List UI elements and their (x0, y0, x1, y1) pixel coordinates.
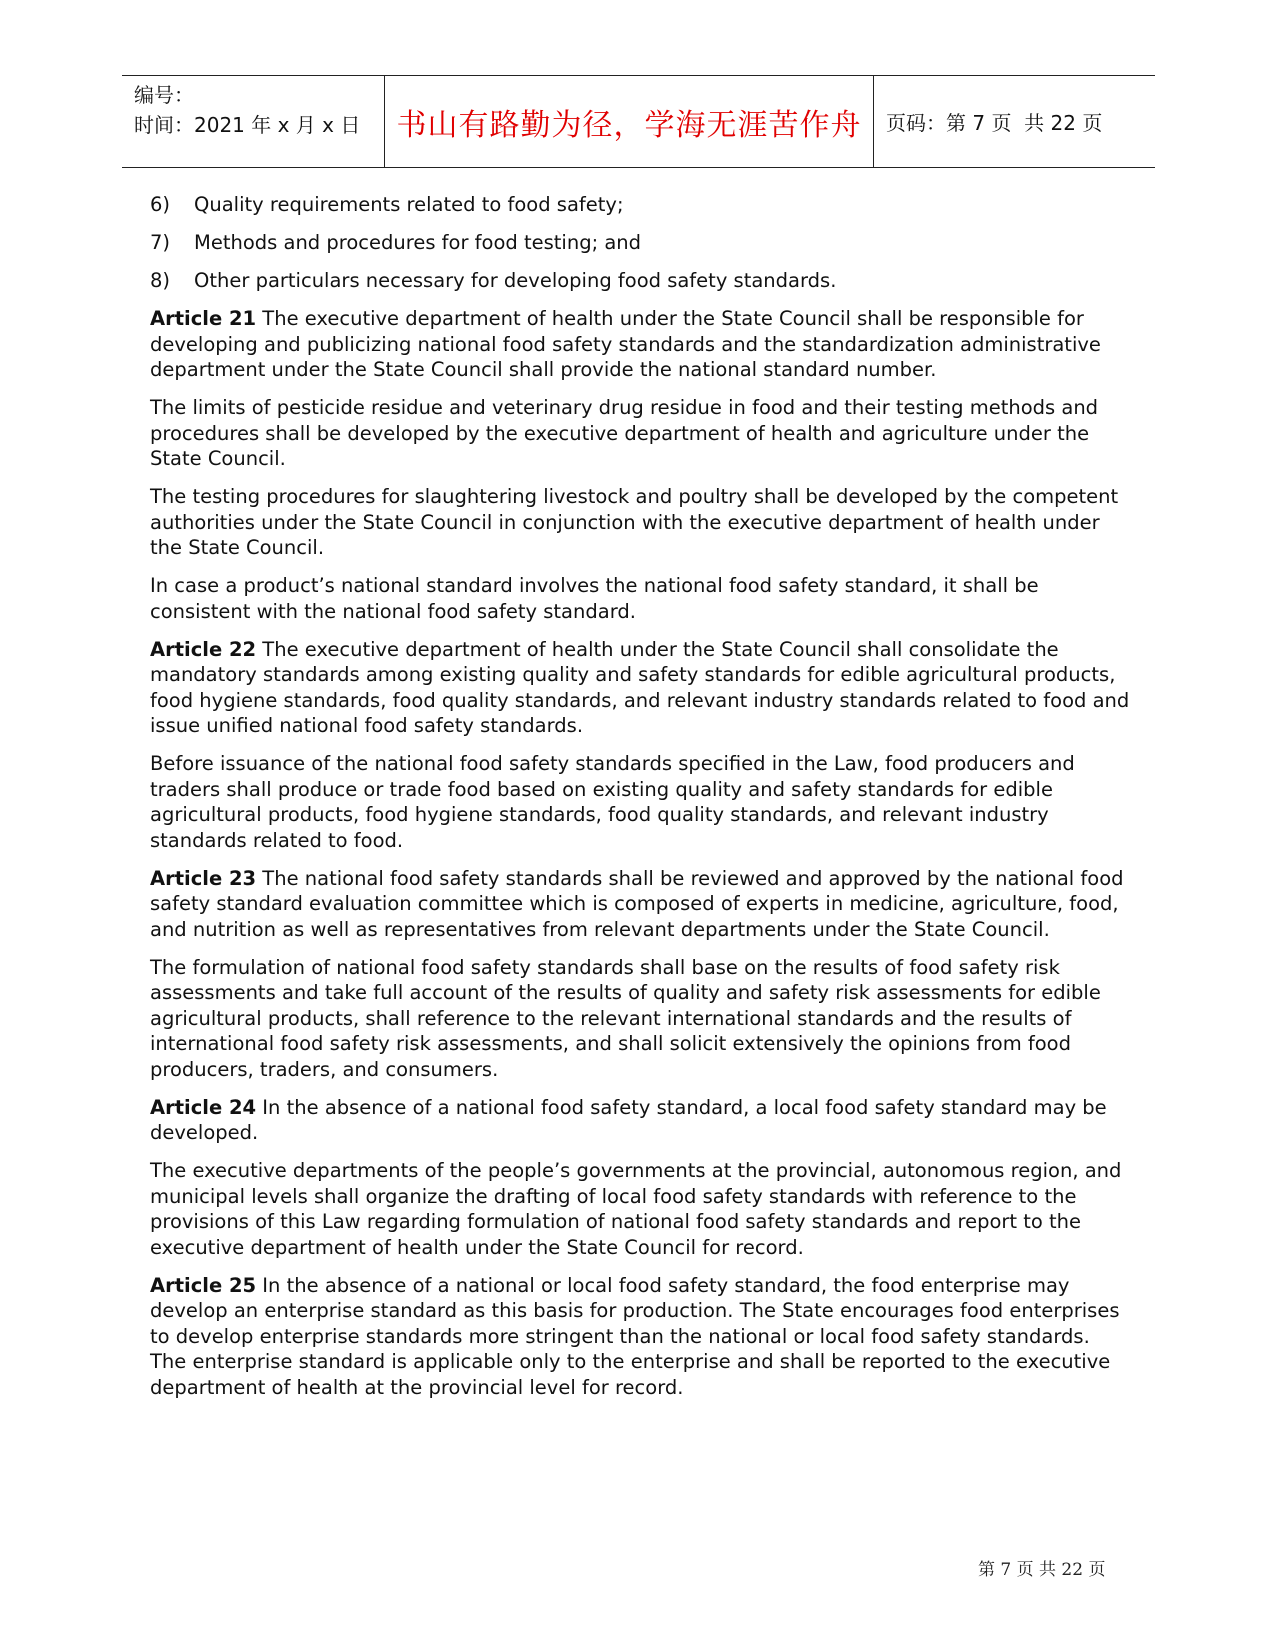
list-number: 7) (150, 231, 171, 254)
paragraph-text: In the absence of a national food safety standard, a local food safety standard may be developed. (150, 1095, 1107, 1144)
header-page-info: 页码：第 7 页 共 22 页 (886, 111, 1103, 135)
list-text: Quality requirements related to food safety; (194, 193, 624, 216)
document-body (150, 192, 1130, 1413)
list-number: 8) (150, 269, 171, 292)
paragraph-text: The executive department of health under the State Council shall be responsible for developing and publicizing national food safety standards and the standardization administrative department under the State Council shall provide the national standard number. (150, 307, 1101, 381)
header-meta (122, 76, 385, 167)
paragraph-text: The national food safety standards shall be reviewed and approved by the national food safety standard evaluation committee which is composed of experts in medicine, agriculture, food, and nutrition as well as representatives from relevant departments under the State Council. (150, 866, 1124, 941)
article-label: Article 24 (150, 1095, 257, 1119)
paragraph-text: The testing procedures for slaughtering livestock and poultry shall be developed by the competent authorities under the State Council in conjunction with the executive department of health under the State Council. (150, 485, 1119, 559)
article-paragraph (150, 1095, 1130, 1146)
paragraph-text: Before issuance of the national food safety standards specified in the Law, food producers and traders shall produce or trade food based on existing quality and safety standards for edible agricultural products, food hygiene standards, food quality standards, and relevant industry standards related to food. (150, 752, 1075, 852)
paragraph (150, 751, 1130, 853)
list-item (150, 230, 1130, 256)
paragraph-text: The formulation of national food safety standards shall base on the results of food safety risk assessments and take full account of the results of quality and safety risk assessments for edible agricultural products, shall reference to the relevant international standards and the results of international food safety risk assessments, and shall solicit extensively the opinions from food producers, traders, and consumers. (150, 955, 1101, 1081)
article-paragraph (150, 306, 1130, 383)
article-paragraph (150, 637, 1130, 739)
paragraph (150, 395, 1130, 472)
serial-label: 编号： (134, 83, 194, 107)
paragraph-text: In the absence of a national or local food safety standard, the food enterprise may develop an enterprise standard as this basis for production. The State encourages food enterprises to develop enterprise standards more stringent than the national or local food safety standards. The enterprise standard is applicable only to the enterprise and shall be reported to the executive department of health at the provincial level for record. (150, 1273, 1120, 1399)
list-text: Methods and procedures for food testing; and (194, 231, 642, 254)
article-label: Article 23 (150, 866, 257, 890)
paragraph-text: The executive department of health under the State Council shall consolidate the mandatory standards among existing quality and safety standards for edible agricultural products, food hygiene standards, food quality standards, and relevant industry standards related to food and issue unified national food safety standards. (150, 637, 1130, 737)
list-number: 6) (150, 193, 171, 216)
time-label: 时间：2021 年 x 月 x 日 (134, 113, 361, 137)
paragraph-text: In case a product’s national standard involves the national food safety standard, it shall be consistent with the national food safety standard. (150, 574, 1039, 623)
article-paragraph (150, 1273, 1130, 1401)
paragraph (150, 484, 1130, 561)
list-text: Other particulars necessary for developing food safety standards. (194, 269, 837, 292)
article-paragraph (150, 866, 1130, 943)
article-label: Article 22 (150, 637, 257, 661)
paragraph-text: The executive departments of the people’s governments at the provincial, autonomous region, and municipal levels shall organize the drafting of local food safety standards with reference to the provisions of this Law regarding formulation of national food safety standards and report to the executive department of health under the State Council for record. (150, 1159, 1122, 1259)
page-footer: 第 7 页 共 22 页 (978, 1560, 1106, 1580)
page-header (122, 75, 1155, 168)
paragraph-text: The limits of pesticide residue and veterinary drug residue in food and their testing methods and procedures shall be developed by the executive department of health and agriculture under the State Council. (150, 396, 1099, 470)
paragraph (150, 955, 1130, 1083)
paragraph (150, 1158, 1130, 1260)
header-motto: 书山有路勤为径，学海无涯苦作舟 (385, 76, 874, 167)
list-item (150, 268, 1130, 294)
article-label: Article 25 (150, 1273, 257, 1297)
list-item (150, 192, 1130, 218)
paragraph (150, 573, 1130, 624)
article-label: Article 21 (150, 307, 257, 330)
